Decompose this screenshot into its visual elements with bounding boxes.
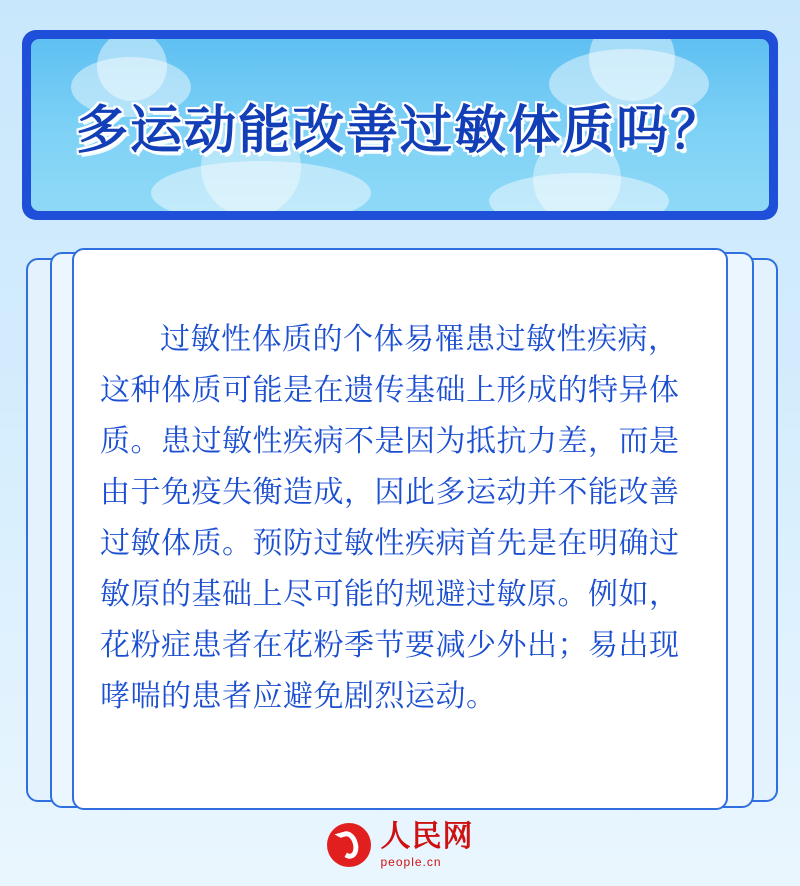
people-cn-logo-icon [327, 823, 371, 867]
footer-logo [0, 822, 800, 868]
page-title: 多运动能改善过敏体质吗？ [75, 101, 724, 160]
header-banner [22, 30, 778, 220]
content-paragraph: 过敏性体质的个体易罹患过敏性疾病，这种体质可能是在遗传基础上形成的特异体质。患过敏性疾病不是因为抵抗力差，而是由于免疫失衡造成，因此多运动并不能改善过敏体质。预防过敏性疾病首先是在明确过敏原的基础上尽可能的规避过敏原。例如，花粉症患者在花粉季节要减少外出；易出现哮喘的患者应避免剧烈运动。 [100, 323, 680, 713]
content-cards [0, 248, 800, 818]
cloud-decoration-icon [151, 161, 371, 211]
logo-text [381, 822, 474, 868]
logo-name-en: people.cn [380, 855, 442, 869]
content-card [72, 248, 728, 810]
cloud-decoration-icon [489, 173, 669, 211]
header-banner-inner [31, 39, 769, 211]
logo-name-cn: 人民网 [380, 820, 474, 853]
